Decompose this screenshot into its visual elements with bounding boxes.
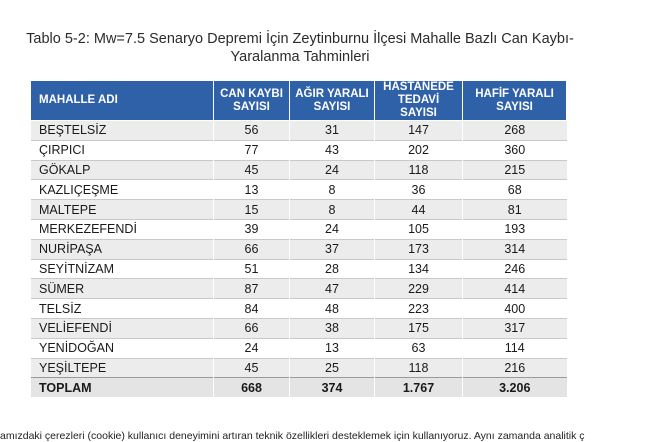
- cell-can-kaybi: 13: [214, 180, 290, 200]
- table-row: [31, 200, 567, 220]
- total-row: [31, 378, 567, 397]
- cell-hastanede-tedavi: 36: [375, 180, 463, 200]
- cell-can-kaybi: 84: [214, 299, 290, 319]
- cell-hafif-yarali: 317: [463, 318, 567, 338]
- header-agir-yarali: AĞIR YARALI SAYISI: [290, 81, 375, 121]
- cell-hastanede-tedavi: 105: [375, 219, 463, 239]
- cell-mahalle: VELİEFENDİ: [31, 318, 214, 338]
- header-hastanede-tedavi: HASTANEDE TEDAVİ SAYISI: [375, 81, 463, 121]
- cell-can-kaybi: 39: [214, 219, 290, 239]
- cell-hafif-yarali: 114: [463, 338, 567, 358]
- cell-hafif-yarali: 268: [463, 121, 567, 141]
- cell-agir-yarali: 13: [290, 338, 375, 358]
- cell-mahalle: SÜMER: [31, 279, 214, 299]
- cell-agir-yarali: 43: [290, 140, 375, 160]
- table-caption: [0, 30, 600, 66]
- cookie-notice: amızdaki çerezleri (cookie) kullanıcı deneyimini artıran teknik özellikleri desteklemek için kullanıyoruz. Aynı zamanda analitik ç: [0, 430, 585, 442]
- total-hafif-yarali: 3.206: [463, 378, 567, 397]
- table-row: [31, 239, 567, 259]
- cell-hafif-yarali: 193: [463, 219, 567, 239]
- cell-agir-yarali: 8: [290, 180, 375, 200]
- cell-mahalle: YEŞİLTEPE: [31, 358, 214, 378]
- cell-hastanede-tedavi: 118: [375, 358, 463, 378]
- total-hastanede-tedavi: 1.767: [375, 378, 463, 397]
- casualty-table: [30, 80, 567, 397]
- cell-can-kaybi: 24: [214, 338, 290, 358]
- table-body: [31, 121, 567, 398]
- cell-mahalle: YENİDOĞAN: [31, 338, 214, 358]
- table-row: [31, 219, 567, 239]
- cell-hafif-yarali: 215: [463, 160, 567, 180]
- caption-line-1: Tablo 5-2: Mw=7.5 Senaryo Depremi İçin Zeytinburnu İlçesi Mahalle Bazlı Can Kaybı-: [26, 31, 574, 47]
- cell-can-kaybi: 77: [214, 140, 290, 160]
- cell-mahalle: GÖKALP: [31, 160, 214, 180]
- cell-agir-yarali: 48: [290, 299, 375, 319]
- cell-hafif-yarali: 68: [463, 180, 567, 200]
- table-row: [31, 259, 567, 279]
- cell-mahalle: KAZLIÇEŞME: [31, 180, 214, 200]
- cell-hastanede-tedavi: 147: [375, 121, 463, 141]
- table-row: [31, 318, 567, 338]
- table-row: [31, 160, 567, 180]
- cell-agir-yarali: 24: [290, 160, 375, 180]
- cell-hafif-yarali: 246: [463, 259, 567, 279]
- header-hafif-yarali: HAFİF YARALI SAYISI: [463, 81, 567, 121]
- cell-can-kaybi: 15: [214, 200, 290, 220]
- table-row: [31, 121, 567, 141]
- cell-mahalle: MERKEZEFENDİ: [31, 219, 214, 239]
- header-row: [31, 81, 567, 121]
- cell-agir-yarali: 24: [290, 219, 375, 239]
- caption-line-2: Yaralanma Tahminleri: [230, 49, 370, 65]
- table-row: [31, 299, 567, 319]
- cell-hafif-yarali: 414: [463, 279, 567, 299]
- cell-hafif-yarali: 360: [463, 140, 567, 160]
- cell-hafif-yarali: 314: [463, 239, 567, 259]
- cell-hafif-yarali: 81: [463, 200, 567, 220]
- table-row: [31, 358, 567, 378]
- cell-hastanede-tedavi: 118: [375, 160, 463, 180]
- cell-mahalle: SEYİTNİZAM: [31, 259, 214, 279]
- header-mahalle-adi: MAHALLE ADI: [31, 81, 214, 121]
- cell-hastanede-tedavi: 202: [375, 140, 463, 160]
- cell-hafif-yarali: 216: [463, 358, 567, 378]
- total-can-kaybi: 668: [214, 378, 290, 397]
- cell-hafif-yarali: 400: [463, 299, 567, 319]
- cell-can-kaybi: 66: [214, 318, 290, 338]
- cell-agir-yarali: 47: [290, 279, 375, 299]
- cell-hastanede-tedavi: 134: [375, 259, 463, 279]
- cell-hastanede-tedavi: 229: [375, 279, 463, 299]
- cell-mahalle: ÇIRPICI: [31, 140, 214, 160]
- cell-agir-yarali: 28: [290, 259, 375, 279]
- header-can-kaybi: CAN KAYBI SAYISI: [214, 81, 290, 121]
- cell-hastanede-tedavi: 175: [375, 318, 463, 338]
- table-row: [31, 279, 567, 299]
- cell-agir-yarali: 38: [290, 318, 375, 338]
- total-label: TOPLAM: [31, 378, 214, 397]
- table-row: [31, 338, 567, 358]
- cell-hastanede-tedavi: 44: [375, 200, 463, 220]
- cell-mahalle: NURİPAŞA: [31, 239, 214, 259]
- cell-agir-yarali: 37: [290, 239, 375, 259]
- cell-hastanede-tedavi: 173: [375, 239, 463, 259]
- cell-can-kaybi: 66: [214, 239, 290, 259]
- cell-mahalle: MALTEPE: [31, 200, 214, 220]
- table-row: [31, 180, 567, 200]
- cell-can-kaybi: 51: [214, 259, 290, 279]
- cell-hastanede-tedavi: 63: [375, 338, 463, 358]
- cell-can-kaybi: 45: [214, 160, 290, 180]
- cell-can-kaybi: 56: [214, 121, 290, 141]
- cell-agir-yarali: 8: [290, 200, 375, 220]
- cell-agir-yarali: 31: [290, 121, 375, 141]
- cell-agir-yarali: 25: [290, 358, 375, 378]
- cell-mahalle: TELSİZ: [31, 299, 214, 319]
- cell-can-kaybi: 45: [214, 358, 290, 378]
- table-row: [31, 140, 567, 160]
- total-agir-yarali: 374: [290, 378, 375, 397]
- cell-mahalle: BEŞTELSİZ: [31, 121, 214, 141]
- cell-can-kaybi: 87: [214, 279, 290, 299]
- cell-hastanede-tedavi: 223: [375, 299, 463, 319]
